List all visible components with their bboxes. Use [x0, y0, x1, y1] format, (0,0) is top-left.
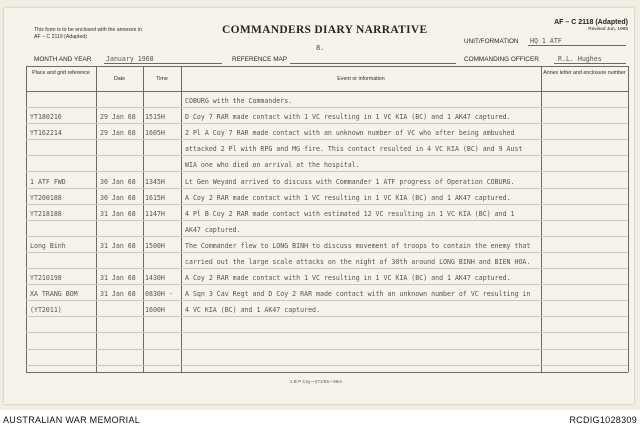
- entry-event: A Sqn 3 Cav Regt and D Coy 2 RAR made contact with an unknown number of VC resulting in: [185, 290, 531, 299]
- column-header-place: Place and grid reference: [32, 70, 90, 76]
- ruled-line: [26, 188, 628, 189]
- month-year-underline: [104, 63, 222, 64]
- entry-place: YT180216: [30, 113, 62, 122]
- entry-event: COBURG with the Commanders.: [185, 97, 293, 105]
- ruled-line: [26, 139, 628, 140]
- entry-time: 1345H: [145, 177, 165, 186]
- unit-formation-label: UNIT/FORMATION: [464, 38, 519, 45]
- column-header-date: Date: [113, 76, 126, 82]
- table-right-border: [628, 66, 629, 372]
- ruled-line: [26, 220, 628, 221]
- month-year-value: January 1968: [106, 55, 154, 63]
- entry-event: AK47 captured.: [185, 225, 241, 234]
- entry-event: A Coy 2 RAR made contact with 1 VC resulting in 1 VC KIA (BC) and 1 AK47 captured.: [185, 274, 511, 283]
- unit-underline: [528, 45, 626, 46]
- table-header-divider: [26, 91, 628, 92]
- entry-event: 4 Pl B Coy 2 RAR made contact with estimated 12 VC resulting in 1 VC KIA (BC) and 1: [185, 209, 515, 218]
- column-header-annex: Annex letter and enclosure number: [543, 70, 626, 76]
- entry-date: 31 Jan 68: [100, 290, 136, 299]
- entry-place: YT210198: [30, 274, 62, 283]
- entry-place: YT218188: [30, 209, 62, 218]
- ruled-line: [26, 349, 628, 350]
- ruled-line: [26, 316, 628, 317]
- entry-date: 30 Jan 68: [100, 193, 136, 202]
- entry-time: 1605H: [145, 129, 165, 138]
- entry-event: D Coy 7 RAR made contact with 1 VC resulting in 1 VC KIA (BC) and 1 AK47 captured.: [185, 113, 511, 122]
- entry-event: The Commander flew to LONG BINH to discuss movement of troops to contain the enemy that: [185, 241, 531, 250]
- officer-underline: [554, 63, 626, 64]
- ruled-line: [26, 107, 628, 108]
- reference-map-label: REFERENCE MAP: [232, 56, 288, 63]
- form-revised: Revised Jun, 1965: [588, 27, 628, 32]
- archive-caption: AUSTRALIAN WAR MEMORIAL: [3, 415, 141, 425]
- ruled-line: [26, 365, 628, 366]
- ruled-line: [26, 300, 628, 301]
- entry-time: 0830H -: [145, 290, 173, 299]
- entry-time: 1615H: [145, 193, 165, 202]
- unit-formation-value: HQ 1 ATF: [530, 37, 562, 45]
- entry-place: YT162214: [30, 129, 62, 138]
- ruled-line: [26, 268, 628, 269]
- entry-place: YT200188: [30, 193, 62, 202]
- entry-date: 29 Jan 68: [100, 113, 136, 122]
- commanding-officer-value: R.L. Hughes: [558, 55, 602, 63]
- printer-imprint: 1 B P Coy—271/65—55m: [290, 379, 343, 384]
- ruled-line: [26, 123, 628, 124]
- month-year-label: MONTH AND YEAR: [34, 56, 92, 63]
- form-number-block: [554, 19, 628, 32]
- entry-place: (YT2011): [30, 306, 62, 315]
- form-title: COMMANDERS DIARY NARRATIVE: [222, 24, 428, 36]
- entry-time: 1500H: [145, 241, 165, 250]
- page-number: 8.: [316, 44, 325, 52]
- entry-event: WIA one who died on arrival at the hospital.: [185, 161, 360, 170]
- enclosure-note: This form is to be enclosed with the annexes in AF – C 2119 (Adapted): [34, 27, 142, 40]
- ruled-line: [26, 204, 628, 205]
- entry-time: 1147H: [145, 209, 165, 218]
- column-header-event: Event or information: [337, 76, 385, 82]
- entry-date: 31 Jan 68: [100, 209, 136, 218]
- ruled-line: [26, 171, 628, 172]
- entry-time: 1430H: [145, 274, 165, 283]
- entry-event: attacked 2 Pl with RPG and MG fire. This contact resulted in 4 VC KIA (BC) and 9 Aust: [185, 145, 523, 154]
- column-header-time: Time: [156, 76, 168, 82]
- entry-event: Lt Gen Weyand arrived to discuss with Commander 1 ATF progress of Operation COBURG.: [185, 177, 515, 186]
- ruled-line: [26, 155, 628, 156]
- form-number: AF – C 2118 (Adapted): [554, 19, 628, 26]
- entry-date: 31 Jan 68: [100, 241, 136, 250]
- reference-map-underline: [290, 63, 456, 64]
- table-top-border: [26, 66, 628, 67]
- entry-place: XA TRANG BOM: [30, 290, 78, 299]
- entry-event: 4 VC KIA (BC) and 1 AK47 captured.: [185, 306, 320, 315]
- entry-place: 1 ATF FWD: [30, 177, 66, 186]
- form-paper: [4, 8, 634, 404]
- entry-event: carried out the large scale attacks on the night of 30th around LONG BINH and BIEN HOA.: [185, 258, 531, 266]
- entry-event: A Coy 2 RAR made contact with 1 VC resulting in 1 VC KIA (BC) and 1 AK47 captured.: [185, 193, 511, 202]
- ruled-line: [26, 332, 628, 333]
- entry-time: 1600H: [145, 306, 165, 315]
- commanding-officer-label: COMMANDING OFFICER: [464, 56, 539, 63]
- entry-event: 2 Pl A Coy 7 RAR made contact with an unknown number of VC who after being ambushed: [185, 129, 515, 138]
- entry-date: 30 Jan 68: [100, 177, 136, 186]
- entry-place: Long Binh: [30, 241, 66, 250]
- entry-date: 31 Jan 68: [100, 274, 136, 283]
- table-bottom-border: [26, 372, 628, 373]
- ruled-line: [26, 236, 628, 237]
- entry-date: 29 Jan 68: [100, 129, 136, 138]
- ruled-line: [26, 284, 628, 285]
- entry-time: 1515H: [145, 113, 165, 122]
- archive-reference: RCDIG1028309: [569, 415, 637, 425]
- ruled-line: [26, 252, 628, 253]
